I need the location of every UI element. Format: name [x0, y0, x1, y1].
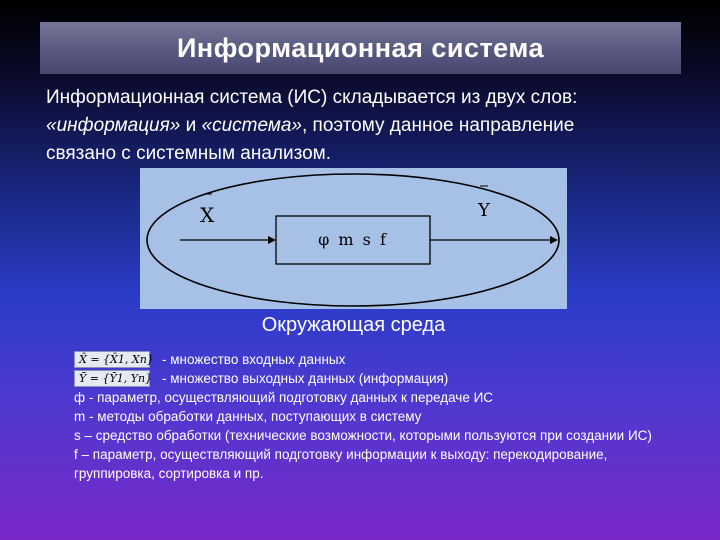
definition-phi: ф - параметр, осуществляющий подготовку данных к передаче ИС — [74, 390, 494, 405]
x-label: X — [200, 203, 215, 227]
output-arrowhead — [550, 236, 558, 244]
y-set-text: - множество выходных данных (информация) — [162, 371, 449, 386]
intro-term-system: «система» — [201, 115, 302, 136]
process-label: φ m s f — [318, 230, 388, 249]
slide-title: Информационная система — [177, 32, 544, 63]
environment-label: Окружающая среда — [261, 314, 446, 336]
intro-line-2-end: , поэтому данное направление — [302, 115, 575, 136]
intro-conjunction: и — [180, 115, 202, 136]
definition-m: m - методы обработки данных, поступающих в систему — [74, 409, 422, 424]
input-arrowhead — [268, 236, 276, 244]
intro-paragraph — [46, 84, 706, 168]
system-diagram — [140, 168, 567, 309]
title-bar — [40, 22, 681, 74]
y-label: Y — [478, 200, 490, 221]
x-set-text: - множество входных данных — [162, 352, 346, 367]
intro-line-1: Информационная система (ИС) складывается из двух слов: — [46, 87, 578, 108]
intro-term-information: «информация» — [46, 115, 181, 136]
x-set-formula: X̄ = {X̄1, Xn} — [74, 351, 150, 368]
definition-x — [74, 350, 674, 369]
y-set-formula: Ȳ = {Ȳ1, Yn} — [74, 370, 150, 387]
system-diagram-svg — [140, 168, 567, 309]
definition-y — [74, 369, 674, 388]
intro-line-2 — [46, 112, 706, 140]
definition-f: f – параметр, осуществляющий подготовку информации к выходу: перекодирование, группировка, сортировка и пр. — [74, 447, 608, 481]
definitions-list — [74, 350, 674, 483]
definition-s: s – средство обработки (технические возможности, которыми пользуются при создании ИС) — [74, 428, 652, 443]
intro-line-3: связано с системным анализом. — [46, 143, 332, 164]
